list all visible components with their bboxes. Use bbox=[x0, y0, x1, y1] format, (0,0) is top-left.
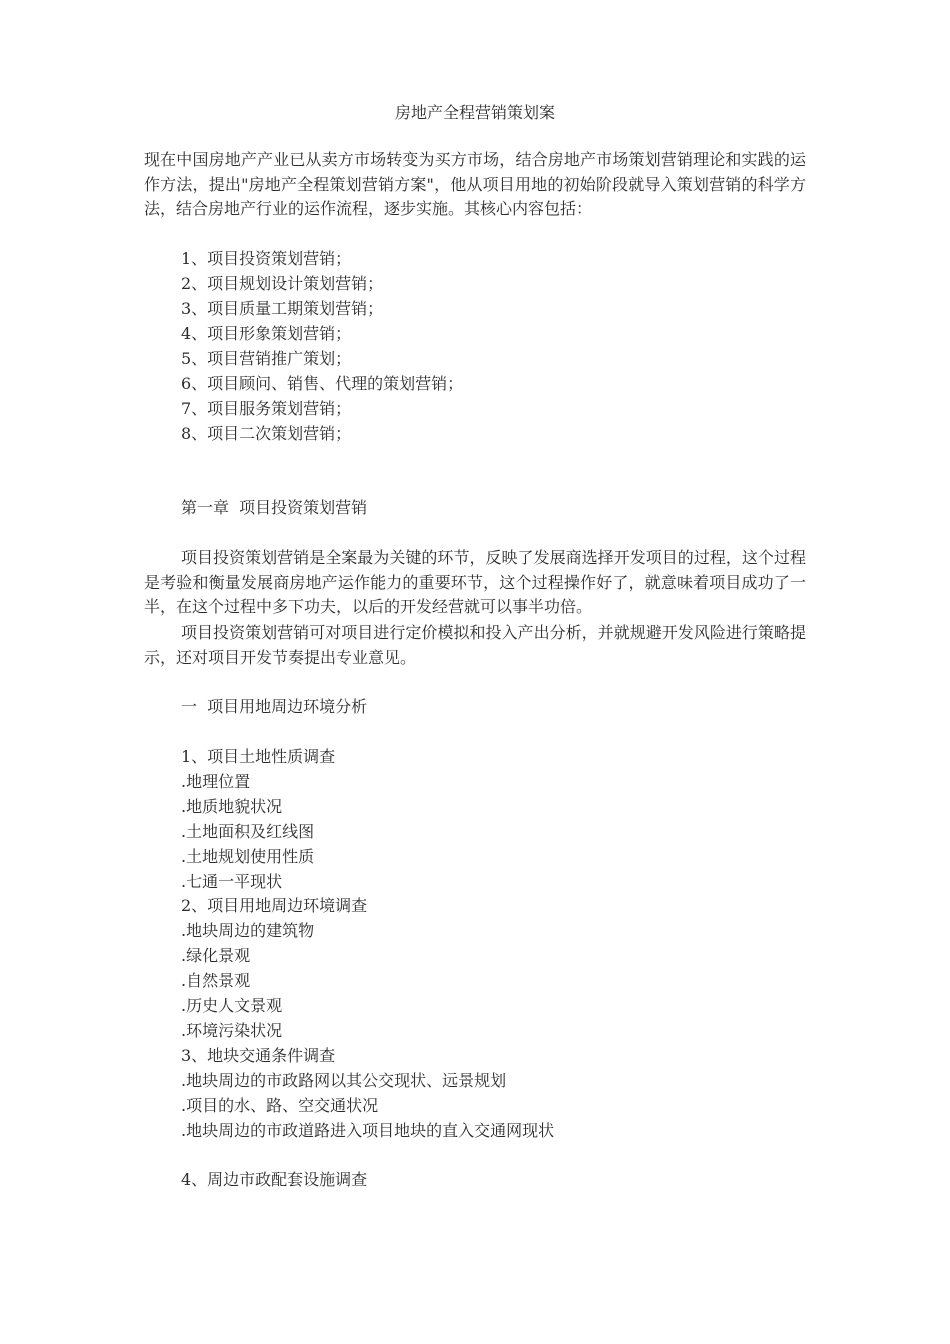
body-paragraph: 项目投资策划营销可对项目进行定价模拟和投入产出分析，并就规避开发风险进行策略提示，还对项目开发节奏提出专业意见。 bbox=[144, 623, 806, 667]
list-item: .项目的水、路、空交通状况 bbox=[181, 1095, 379, 1115]
list-item: .土地面积及红线图 bbox=[181, 821, 315, 841]
list-item: 4、项目形象策划营销； bbox=[181, 324, 352, 343]
analysis-item-list bbox=[181, 745, 554, 1144]
list-item: 2、项目规划设计策划营销； bbox=[181, 274, 384, 293]
list-item: .地质地貌状况 bbox=[181, 796, 283, 816]
list-item: .绿化景观 bbox=[181, 946, 251, 966]
list-item: 1、项目投资策划营销； bbox=[181, 249, 352, 268]
intro-paragraph: 现在中国房地产产业已从卖方市场转变为买方市场，结合房地产市场策划营销理论和实践的运作方法，提出"房地产全程策划营销方案"，他从项目用地的初始阶段就导入策划营销的科学方法，结合房地产行业的运作流程，逐步实施。其核心内容包括： bbox=[144, 150, 806, 218]
list-item: .七通一平现状 bbox=[181, 871, 283, 891]
list-item: 3、项目质量工期策划营销； bbox=[181, 299, 384, 318]
list-item: 7、项目服务策划营销； bbox=[181, 399, 352, 418]
list-item: .地块周边的市政道路进入项目地块的直入交通网现状 bbox=[181, 1120, 555, 1140]
document-title: 房地产全程营销策划案 bbox=[394, 103, 555, 122]
list-item: 1、项目土地性质调查 bbox=[181, 747, 336, 766]
list-item: 4、周边市政配套设施调查 bbox=[181, 1170, 368, 1189]
list-item: .环境污染状况 bbox=[181, 1020, 283, 1040]
list-item: 8、项目二次策划营销； bbox=[181, 424, 352, 443]
body-paragraph: 项目投资策划营销是全案最为关键的环节，反映了发展商选择开发项目的过程，这个过程是考验和衡量发展商房地产运作能力的重要环节，这个过程操作好了，就意味着项目成功了一半，在这个过程中多下功夫，以后的开发经营就可以事半功倍。 bbox=[144, 548, 806, 616]
list-item: 6、项目顾问、销售、代理的策划营销； bbox=[181, 374, 464, 393]
list-item: 2、项目用地周边环境调查 bbox=[181, 896, 368, 916]
list-item: .地块周边的市政路网以其公交现状、远景规划 bbox=[181, 1070, 507, 1090]
list-item: .地块周边的建筑物 bbox=[181, 921, 315, 941]
core-content-list bbox=[181, 246, 463, 446]
list-item: .自然景观 bbox=[181, 971, 251, 991]
list-item: .土地规划使用性质 bbox=[181, 846, 315, 866]
list-item: 5、项目营销推广策划； bbox=[181, 349, 352, 368]
chapter-heading: 第一章 项目投资策划营销 bbox=[181, 498, 368, 517]
list-item: .历史人文景观 bbox=[181, 996, 283, 1016]
section-heading: 一 项目用地周边环境分析 bbox=[181, 697, 368, 716]
list-item: 3、地块交通条件调查 bbox=[181, 1045, 336, 1065]
list-item: .地理位置 bbox=[181, 771, 251, 791]
